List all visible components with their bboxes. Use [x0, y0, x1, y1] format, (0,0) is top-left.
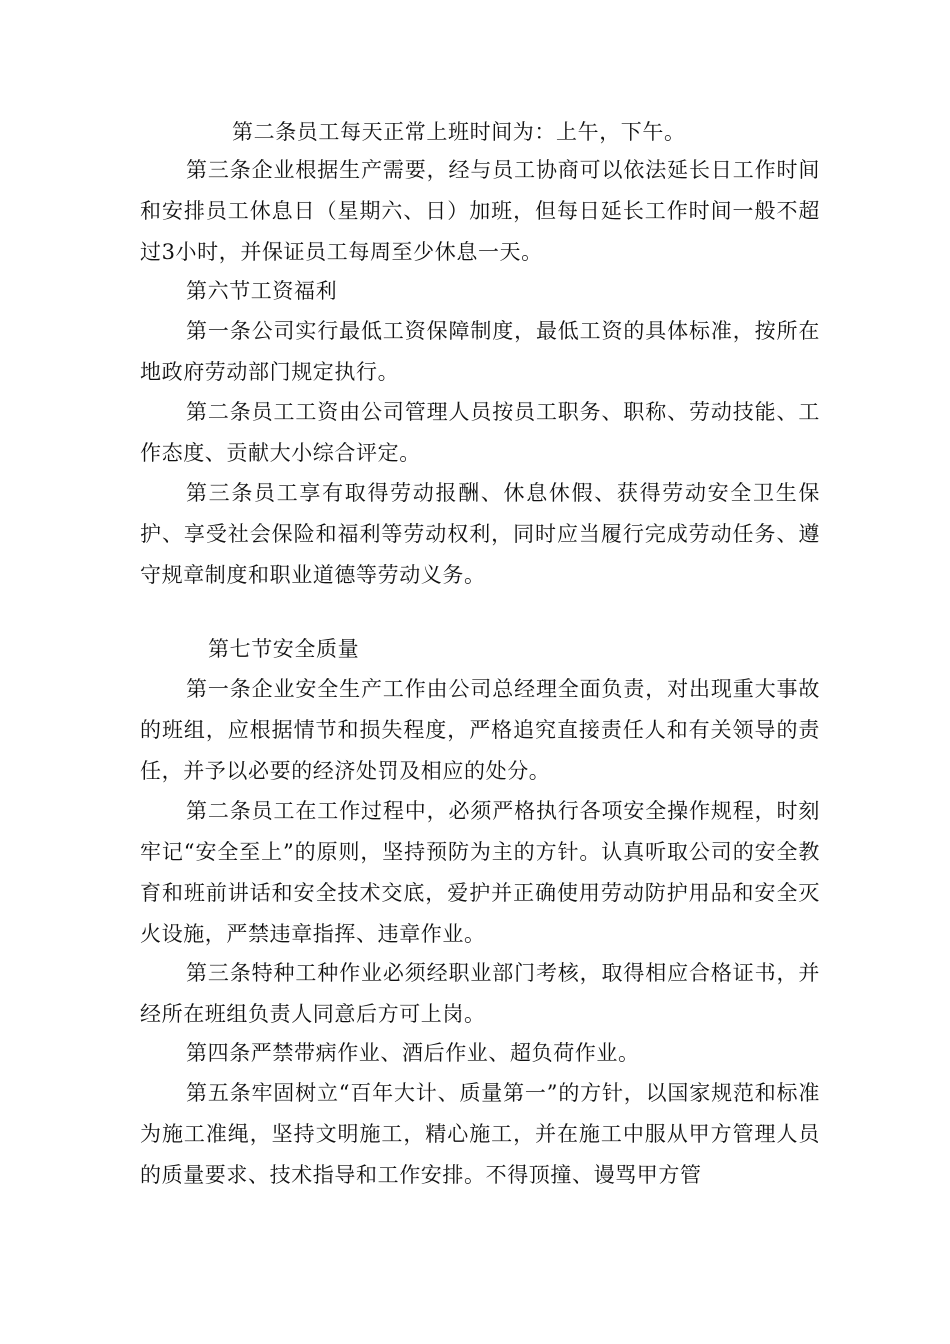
paragraph-work-hours: 第二条员工每天正常上班时间为：上午，下午。	[232, 120, 686, 144]
paragraph-overtime: 第三条企业根据生产需要，经与员工协商可以依法延长日工作时间和安排员工休息日（星期六、日）加班，但每日延长工作时间一般不超过3小时，并保证员工每周至少休息一天。	[140, 158, 820, 264]
paragraph-minimum-wage: 第一条公司实行最低工资保障制度，最低工资的具体标准，按所在地政府劳动部门规定执行。	[140, 319, 820, 384]
paragraph-prohibited-work: 第四条严禁带病作业、酒后作业、超负荷作业。	[186, 1041, 640, 1065]
paragraph-safety-rules: 第二条员工在工作过程中，必须严格执行各项安全操作规程，时刻牢记“安全至上”的原则，坚持预防为主的方针。认真听取公司的安全教育和班前讲话和安全技术交底，爱护并正确使用劳动防护用品和安全灭火设施，严禁违章指挥、违章作业。	[140, 799, 820, 946]
section-heading-safety-quality: 第七节安全质量	[208, 637, 360, 661]
paragraph-special-work-certification: 第三条特种工种作业必须经职业部门考核，取得相应合格证书，并经所在班组负责人同意后方可上岗。	[140, 961, 820, 1026]
paragraph-wage-evaluation: 第二条员工工资由公司管理人员按员工职务、职称、劳动技能、工作态度、贡献大小综合评定。	[140, 400, 820, 465]
paragraph-quality-policy: 第五条牢固树立“百年大计、质量第一”的方针，以国家规范和标准为施工准绳，坚持文明施工，精心施工，并在施工中服从甲方管理人员的质量要求、技术指导和工作安排。不得顶撞、谩骂甲方管	[140, 1081, 820, 1187]
section-heading-wages-benefits: 第六节工资福利	[186, 279, 338, 303]
paragraph-employee-rights: 第三条员工享有取得劳动报酬、休息休假、获得劳动安全卫生保护、享受社会保险和福利等劳动权利，同时应当履行完成劳动任务、遵守规章制度和职业道德等劳动义务。	[140, 481, 820, 587]
paragraph-safety-responsibility: 第一条企业安全生产工作由公司总经理全面负责，对出现重大事故的班组，应根据情节和损失程度，严格追究直接责任人和有关领导的责任，并予以必要的经济处罚及相应的处分。	[140, 677, 820, 783]
